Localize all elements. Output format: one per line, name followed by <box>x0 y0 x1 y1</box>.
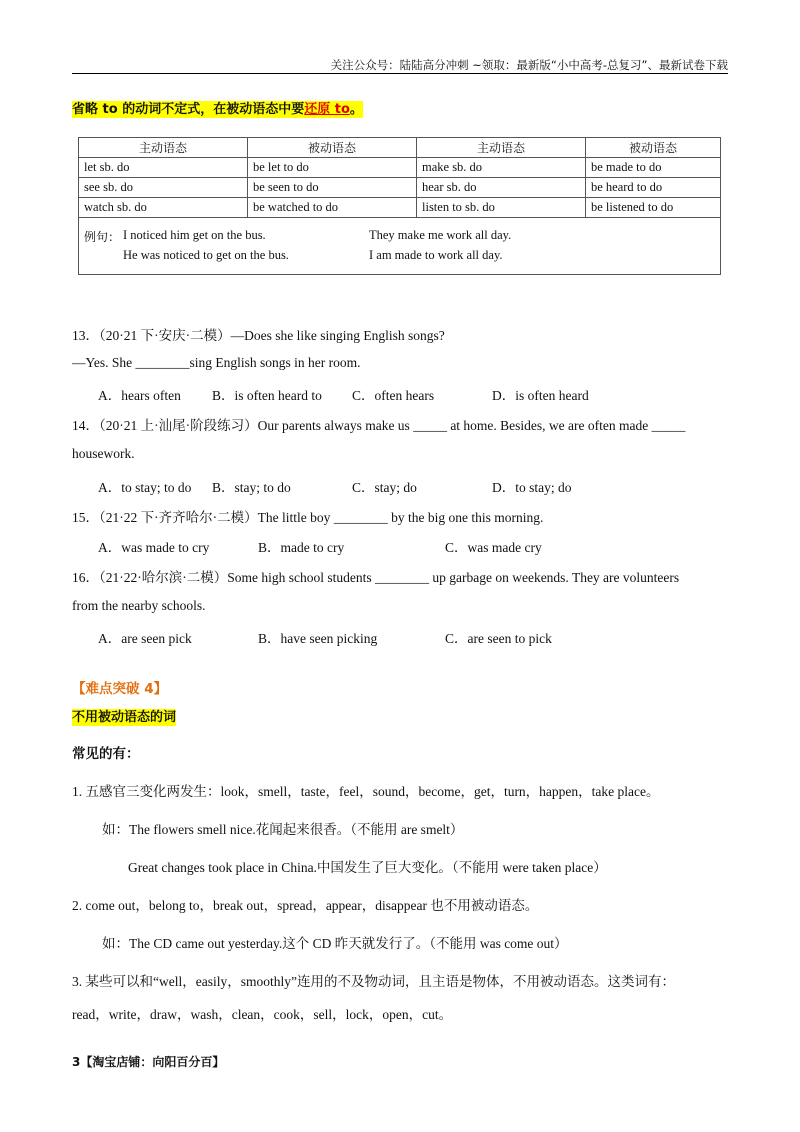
table-cell: be watched to do <box>248 198 417 218</box>
question-14-stem: 14．（20·21 上·汕尾·阶段练习）Our parents always make us _____ at home. Besides, we are often made _____ <box>72 418 686 433</box>
rule-emphasis: 还原 to <box>304 102 350 117</box>
example-sentence: I noticed him get on the bus. <box>123 228 266 242</box>
section-tag: 【难点突破 4】 <box>72 681 168 697</box>
page-header: 关注公众号：陆陆高分冲刺 ~领取：最新版“小中高考-总复习”、最新试卷下载 <box>330 58 728 72</box>
example-sentence: I am made to work all day. <box>369 248 503 262</box>
table-cell: let sb. do <box>79 158 248 178</box>
point-1: 1. 五感官三变化两发生：look，smell，taste，feel，sound，become，get，turn，happen，take place。 <box>72 784 660 799</box>
point-3: 3. 某些可以和“well，easily，smoothly”连用的不及物动词，且主语是物体，不用被动语态。这类词有： <box>72 974 675 989</box>
page-footer: 3【淘宝店铺：向阳百分百】 <box>72 1055 225 1069</box>
rule-suffix: 。 <box>349 102 363 117</box>
question-14-option-c: C．stay; do <box>352 480 417 495</box>
question-15-option-c: C．was made cry <box>445 540 542 555</box>
question-13-option-d: D．is often heard <box>492 388 589 403</box>
table-cell: hear sb. do <box>417 178 586 198</box>
rule-heading <box>72 98 363 117</box>
question-15-option-b: B．made to cry <box>258 540 345 555</box>
table-cell: be seen to do <box>248 178 417 198</box>
section-subtitle: 常见的有： <box>72 746 140 762</box>
question-13-option-c: C．often hears <box>352 388 435 403</box>
example-sentence: They make me work all day. <box>369 228 512 242</box>
example-sentence: He was noticed to get on the bus. <box>123 248 289 262</box>
point-3-words: read，write，draw，wash，clean，cook，sell，lock，open，cut。 <box>72 1007 453 1022</box>
question-13-stem: 13．（20·21 下·安庆·二模）—Does she like singing English songs? <box>72 328 445 343</box>
question-16-stem: 16．（21·22·哈尔滨·二模）Some high school students ________ up garbage on weekends. They are volunteers <box>72 570 680 585</box>
question-13-stem-line2: —Yes. She ________sing English songs in her room. <box>72 355 361 370</box>
table-header-cell: 被动语态 <box>248 138 417 158</box>
question-16-stem-line2: from the nearby schools. <box>72 598 206 613</box>
question-15-option-a: A．was made to cry <box>98 540 210 555</box>
table-header-cell: 主动语态 <box>417 138 586 158</box>
table-row <box>79 198 721 218</box>
point-2: 2. come out，belong to，break out，spread，appear，disappear 也不用被动语态。 <box>72 898 539 913</box>
question-16-option-c: C．are seen to pick <box>445 631 552 646</box>
section-title <box>72 706 176 725</box>
question-14-option-a: A．to stay; to do <box>98 480 192 495</box>
table-row <box>79 158 721 178</box>
example-label: 例句： <box>84 230 121 244</box>
table-header-cell: 主动语态 <box>79 138 248 158</box>
question-14-option-b: B．stay; to do <box>212 480 291 495</box>
question-13-option-a: A．hears often <box>98 388 181 403</box>
table-cell: be made to do <box>586 158 721 178</box>
question-15-stem: 15．（21·22 下·齐齐哈尔·二模）The little boy ________ by the big one this morning. <box>72 510 544 525</box>
point-1-example-2: Great changes took place in China.中国发生了巨大变化。（不能用 were taken place） <box>128 860 607 875</box>
table-header-cell: 被动语态 <box>586 138 721 158</box>
rule-prefix: 省略 to 的动词不定式，在被动语态中要 <box>72 102 305 117</box>
point-2-example: 如：The CD came out yesterday.这个 CD 昨天就发行了。（不能用 was come out） <box>102 936 568 951</box>
table-example-row <box>79 218 721 275</box>
table-cell: be listened to do <box>586 198 721 218</box>
question-16-option-a: A．are seen pick <box>98 631 192 646</box>
table-cell: be heard to do <box>586 178 721 198</box>
question-16-option-b: B．have seen picking <box>258 631 378 646</box>
table-cell: listen to sb. do <box>417 198 586 218</box>
table-cell: be let to do <box>248 158 417 178</box>
table-cell: make sb. do <box>417 158 586 178</box>
header-divider <box>72 73 728 74</box>
question-13-option-b: B．is often heard to <box>212 388 322 403</box>
table-cell: see sb. do <box>79 178 248 198</box>
point-1-example-1: 如：The flowers smell nice.花闻起来很香。（不能用 are smelt） <box>102 822 464 837</box>
question-14-stem-line2: housework. <box>72 446 135 461</box>
section-title-text: 不用被动语态的词 <box>72 710 177 725</box>
table-cell: watch sb. do <box>79 198 248 218</box>
question-14-option-d: D．to stay; do <box>492 480 572 495</box>
table-row <box>79 178 721 198</box>
voice-table <box>78 137 721 275</box>
example-cell <box>79 218 721 275</box>
table-header-row <box>79 138 721 158</box>
